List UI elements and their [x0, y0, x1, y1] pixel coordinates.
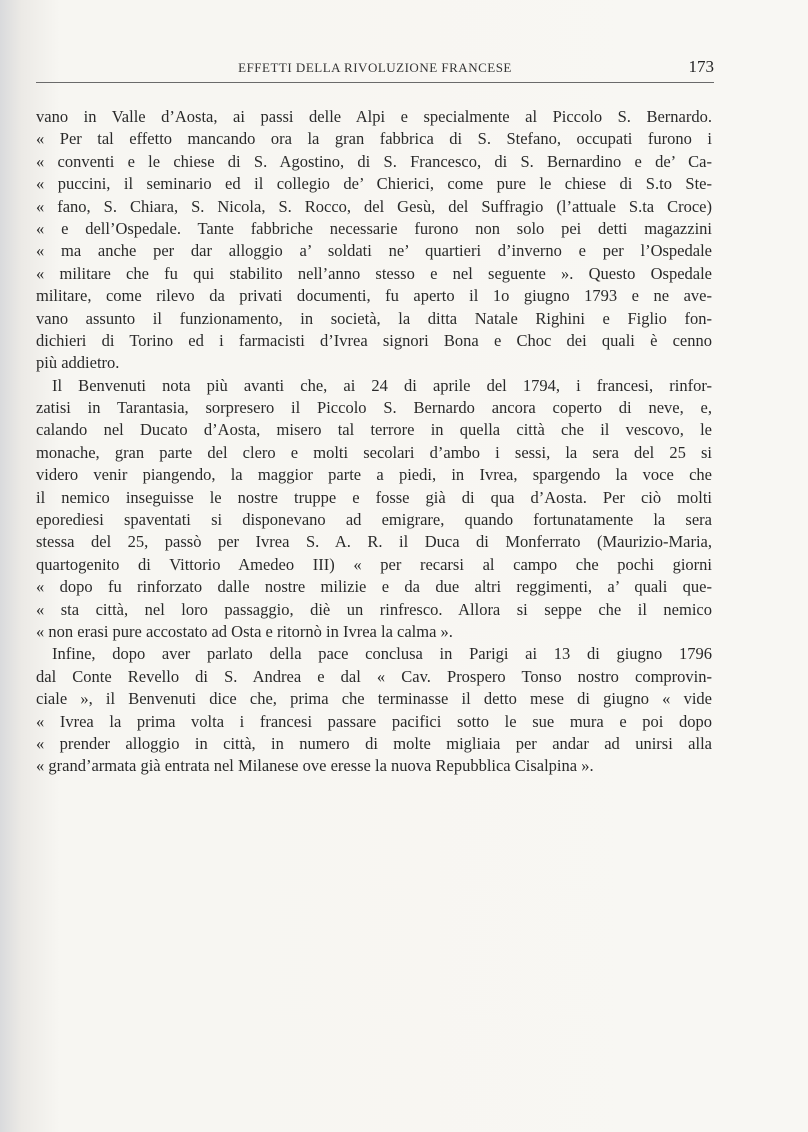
text-line: eporediesi spaventati si disponevano ad emigrare, quando fortunatamente la sera [36, 510, 712, 530]
text-line: « e dell’Ospedale. Tante fabbriche necessarie furono non solo pei detti magazzini [36, 218, 712, 238]
text-line: « Per tal effetto mancando ora la gran fabbrica di S. Stefano, occupati furono i [36, 129, 712, 149]
text-line: Il Benvenuti nota più avanti che, ai 24 di aprile del 1794, i francesi, rinfor- [52, 375, 712, 395]
text-line: « non erasi pure accostato ad Osta e ritornò in Ivrea la calma ». [36, 621, 453, 641]
text-line: « conventi e le chiese di S. Agostino, di S. Francesco, di S. Bernardino e de’ Ca- [36, 151, 712, 171]
text-line: « ma anche per dar alloggio a’ soldati ne’ quartieri d’inverno e per l’Ospedale [36, 241, 712, 261]
text-line: « sta città, nel loro passaggio, diè un rinfresco. Allora si seppe che il nemico [36, 599, 712, 619]
text-line: ciale », il Benvenuti dice che, prima che terminasse il detto mese di giugno « vide [36, 689, 712, 709]
page-number: 173 [688, 57, 714, 76]
text-line: monache, gran parte del clero e molti secolari d’ambo i sessi, la sera del 25 si [36, 442, 712, 462]
text-line: militare, come rilevo da privati documenti, fu aperto il 1o giugno 1793 e ne ave- [36, 286, 712, 306]
text-line: « Ivrea la prima volta i francesi passare pacifici sotto le sue mura e poi dopo [36, 711, 712, 731]
text-line: « militare che fu qui stabilito nell’anno stesso e nel seguente ». Questo Ospedale [36, 263, 712, 283]
text-line: stessa del 25, passò per Ivrea S. A. R. il Duca di Monferrato (Maurizio-Maria, [36, 532, 712, 552]
running-title: EFFETTI DELLA RIVOLUZIONE FRANCESE [238, 60, 512, 75]
text-line: calando nel Ducato d’Aosta, misero tal terrore in quella città che il vescovo, le [36, 420, 712, 440]
text-line: più addietro. [36, 353, 120, 373]
text-line: « prender alloggio in città, in numero di molte migliaia per andar ad unirsi alla [36, 733, 712, 753]
body-text [36, 106, 712, 778]
text-line: vano assunto il funzionamento, in società, la ditta Natale Righini e Figlio fon- [36, 308, 712, 328]
text-line: Infine, dopo aver parlato della pace conclusa in Parigi ai 13 di giugno 1796 [52, 644, 712, 664]
page-header [36, 58, 714, 83]
text-line: « grand’armata già entrata nel Milanese ove eresse la nuova Repubblica Cisalpina ». [36, 756, 594, 776]
text-line: « dopo fu rinforzato dalle nostre milizie e da due altri reggimenti, a’ quali que- [36, 577, 712, 597]
text-line: quartogenito di Vittorio Amedeo III) « per recarsi al campo che pochi giorni [36, 554, 712, 574]
text-line: il nemico inseguisse le nostre truppe e fosse già di qua d’Aosta. Per ciò molti [36, 487, 712, 507]
text-line: videro venir piangendo, la maggior parte a piedi, in Ivrea, spargendo la voce che [36, 465, 712, 485]
text-line: dal Conte Revello di S. Andrea e dal « Cav. Prospero Tonso nostro comprovin- [36, 666, 712, 686]
text-line: « puccini, il seminario ed il collegio de’ Chierici, come pure le chiese di S.to Ste- [36, 174, 712, 194]
text-line: vano in Valle d’Aosta, ai passi delle Alpi e specialmente al Piccolo S. Bernardo. [36, 107, 712, 126]
text-line: « fano, S. Chiara, S. Nicola, S. Rocco, del Gesù, del Suffragio (l’attuale S.ta Croce) [36, 196, 712, 216]
text-line: zatisi in Tarantasia, sorpresero il Piccolo S. Bernardo ancora coperto di neve, e, [36, 398, 712, 418]
text-line: dichieri di Torino ed i farmacisti d’Ivrea signori Bona e Choc dei quali è cenno [36, 330, 712, 350]
